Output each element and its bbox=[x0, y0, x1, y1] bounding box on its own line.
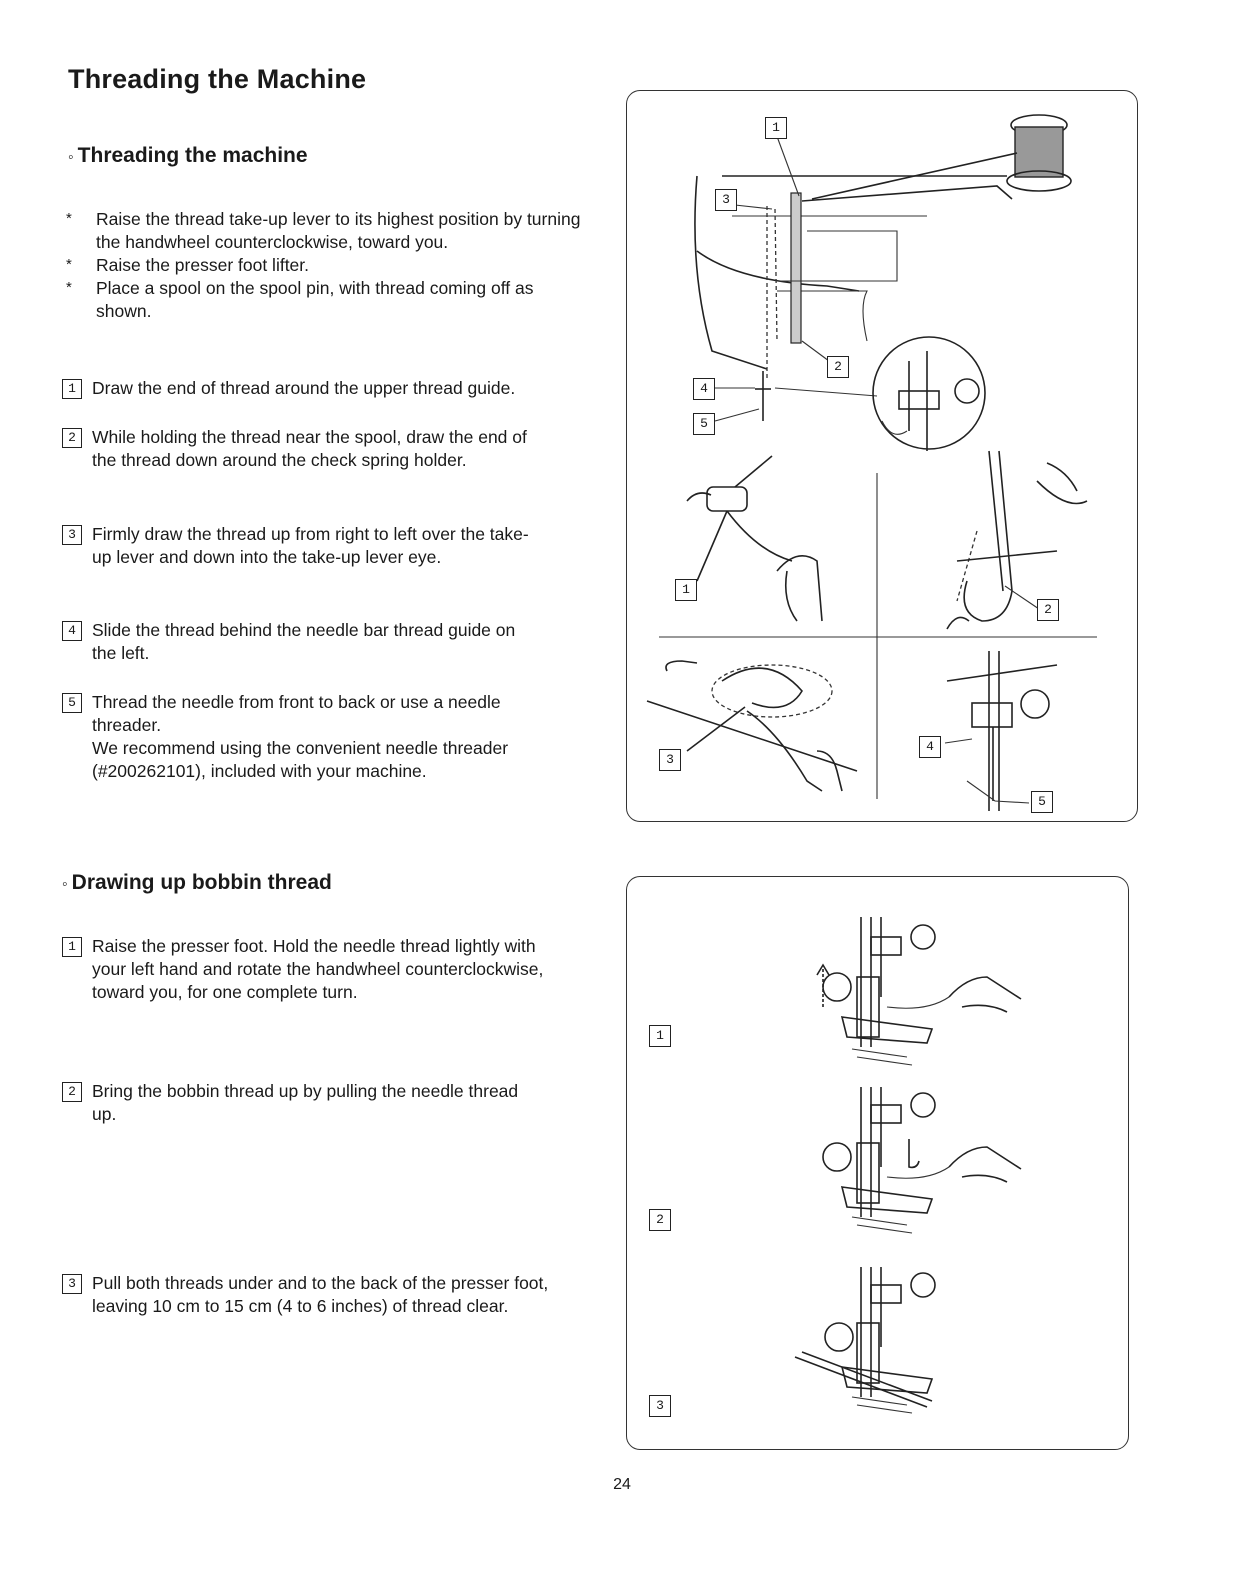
threading-figure-panel bbox=[626, 90, 1138, 822]
threading-step-5: 5 Thread the needle from front to back or use a needle threader. We recommend using the convenient needle threader (#200262101), included with your machine. bbox=[62, 691, 512, 783]
threader-note: We recommend using the convenient needle threader (#200262101), included with your machine. bbox=[92, 738, 509, 781]
bobbin-figure-label-3: 3 bbox=[649, 1395, 671, 1417]
threading-step-3: 3 Firmly draw the thread up from right to left over the take-up lever and down into the take-up lever eye. bbox=[62, 523, 532, 569]
bobbin-illustration bbox=[627, 877, 1130, 1451]
page-title: Threading the Machine bbox=[68, 64, 367, 94]
heading-bullet-icon: ◦ bbox=[62, 876, 68, 893]
bobbin-figure-1 bbox=[817, 917, 1021, 1065]
step-number-box: 1 bbox=[62, 937, 82, 957]
step-number-box: 5 bbox=[62, 693, 82, 713]
step-number-box: 2 bbox=[62, 428, 82, 448]
bobbin-figure-3 bbox=[795, 1267, 935, 1413]
heading-bullet-icon: ◦ bbox=[68, 149, 74, 166]
bullet-star-icon: * bbox=[66, 279, 72, 296]
figure-label-4-detail: 4 bbox=[919, 736, 941, 758]
bullet-item: * Place a spool on the spool pin, with thread coming off as shown. bbox=[66, 278, 534, 321]
step-number-box: 2 bbox=[62, 1082, 82, 1102]
figure-label-2: 2 bbox=[827, 356, 849, 378]
figure-label-5-detail: 5 bbox=[1031, 791, 1053, 813]
threading-step-2: 2 While holding the thread near the spool, draw the end of the thread down around the check spring holder. bbox=[62, 426, 542, 472]
bobbin-step-1: 1 Raise the presser foot. Hold the needle thread lightly with your left hand and rotate the handwheel counterclockwise, toward you, for one complete turn. bbox=[62, 935, 562, 1004]
figure-label-2-detail: 2 bbox=[1037, 599, 1059, 621]
bobbin-step-2: 2 Bring the bobbin thread up by pulling the needle thread up. bbox=[62, 1080, 542, 1126]
bobbin-figure-label-1: 1 bbox=[649, 1025, 671, 1047]
threading-illustration bbox=[627, 91, 1139, 823]
threading-bullet-list bbox=[62, 208, 582, 323]
page-number: 24 bbox=[613, 1476, 631, 1493]
bobbin-figure-2 bbox=[823, 1087, 1021, 1233]
step-number-box: 1 bbox=[62, 379, 82, 399]
figure-label-3: 3 bbox=[715, 189, 737, 211]
figure-label-5: 5 bbox=[693, 413, 715, 435]
bobbin-figure-label-2: 2 bbox=[649, 1209, 671, 1231]
step-number-box: 4 bbox=[62, 621, 82, 641]
threading-step-4: 4 Slide the thread behind the needle bar thread guide on the left. bbox=[62, 619, 522, 665]
bobbin-figure-panel bbox=[626, 876, 1129, 1450]
figure-label-3-detail: 3 bbox=[659, 749, 681, 771]
step-number-box: 3 bbox=[62, 1274, 82, 1294]
step-number-box: 3 bbox=[62, 525, 82, 545]
bullet-star-icon: * bbox=[66, 256, 72, 273]
bobbin-step-3: 3 Pull both threads under and to the back of the presser foot, leaving 10 cm to 15 cm (4 to 6 inches) of thread clear. bbox=[62, 1272, 552, 1318]
figure-label-1: 1 bbox=[765, 117, 787, 139]
bullet-star-icon: * bbox=[66, 210, 72, 227]
threading-step-1: 1 Draw the end of thread around the upper thread guide. bbox=[62, 377, 582, 400]
bullet-item: * Raise the thread take-up lever to its highest position by turning the handwheel counterclockwise, toward you. bbox=[66, 209, 581, 252]
threading-heading bbox=[68, 144, 308, 168]
figure-label-4: 4 bbox=[693, 378, 715, 400]
threading-heading-text: Threading the machine bbox=[77, 144, 308, 167]
figure-label-1-detail: 1 bbox=[675, 579, 697, 601]
bobbin-heading-text: Drawing up bobbin thread bbox=[71, 871, 332, 894]
bullet-item: * Raise the presser foot lifter. bbox=[66, 255, 310, 275]
bobbin-heading bbox=[62, 871, 332, 895]
